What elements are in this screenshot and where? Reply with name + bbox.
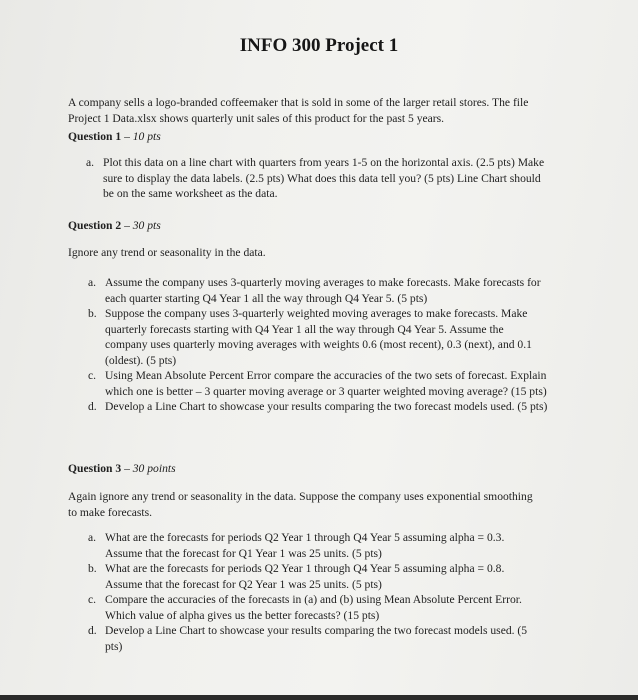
list-marker: a. [88,276,97,289]
question-1-points: – 10 pts [124,130,161,143]
list-item [88,275,548,306]
list-item-text: Suppose the company uses 3-quarterly weighted moving averages to make forecasts. Make quarterly forecasts starting with Q4 Year 1 all the way through Q4 Year 5. Assume the company uses quarterly moving averages with weights 0.6 (most recent), 0.3 (next), and 0.1 (oldest). (5 pts) [105,307,532,367]
list-item-text: Assume the company uses 3-quarterly moving averages to make forecasts. Make forecasts for each quarter starting Q4 Year 1 all the way through Q4 Year 5. (5 pts) [105,276,541,305]
list-item-text: Develop a Line Chart to showcase your results comparing the two forecast models used. (5 pts) [105,400,548,413]
list-item [86,155,548,202]
question-1-list [86,155,548,202]
list-item-text: Using Mean Absolute Percent Error compare the accuracies of the two sets of forecast. Explain which one is better – 3 quarter moving average or 3 quarter weighted moving average? (15 pts) [105,369,547,398]
intro-paragraph: A company sells a logo-branded coffeemaker that is sold in some of the larger retail stores. The file Project 1 Data.xlsx shows quarterly unit sales of this product for the past 5 years. [68,96,529,125]
question-3-points: – 30 points [124,462,176,475]
question-3-list [88,530,540,654]
page-title: INFO 300 Project 1 [239,35,399,56]
question-3-heading [68,461,176,477]
list-item [88,623,540,654]
list-item [88,561,540,592]
list-marker: d. [88,624,97,637]
question-3-intro: Again ignore any trend or seasonality in the data. Suppose the company uses exponential smoothing to make forecasts. [68,490,533,519]
list-marker: a. [86,156,95,169]
question-3-label: Question 3 [68,462,122,475]
question-2-heading [68,218,161,234]
question-2-list [88,275,548,415]
list-item [88,399,548,415]
page-bottom-edge [0,695,638,700]
list-item [88,306,548,368]
list-item [88,530,540,561]
question-1-heading [68,129,161,145]
list-item [88,592,540,623]
list-item-text: Compare the accuracies of the forecasts in (a) and (b) using Mean Absolute Percent Error. Which value of alpha gives us the better forecasts? (15 pts) [105,593,522,622]
list-item-text: Plot this data on a line chart with quarters from years 1-5 on the horizontal axis. (2.5 pts) Make sure to display the data labels. (2.5 pts) What does this data tell you? (5 pts) Line Chart should be on the same worksheet as the data. [103,156,545,200]
list-marker: a. [88,531,97,544]
list-item [88,368,548,399]
list-marker: d. [88,400,97,413]
question-2-points: – 30 pts [124,219,161,232]
list-item-text: What are the forecasts for periods Q2 Year 1 through Q4 Year 5 assuming alpha = 0.8. Assume that the forecast for Q2 Year 1 was 25 units. (5 pts) [105,562,505,591]
list-marker: b. [88,562,97,575]
question-2-intro: Ignore any trend or seasonality in the data. [68,246,266,259]
list-marker: b. [88,307,97,320]
list-item-text: What are the forecasts for periods Q2 Year 1 through Q4 Year 5 assuming alpha = 0.3. Assume that the forecast for Q1 Year 1 was 25 units. (5 pts) [105,531,505,560]
question-1-label: Question 1 [68,130,122,143]
list-marker: c. [88,593,97,606]
list-item-text: Develop a Line Chart to showcase your results comparing the two forecast models used. (5 pts) [105,624,528,653]
list-marker: c. [88,369,97,382]
question-2-label: Question 2 [68,219,122,232]
